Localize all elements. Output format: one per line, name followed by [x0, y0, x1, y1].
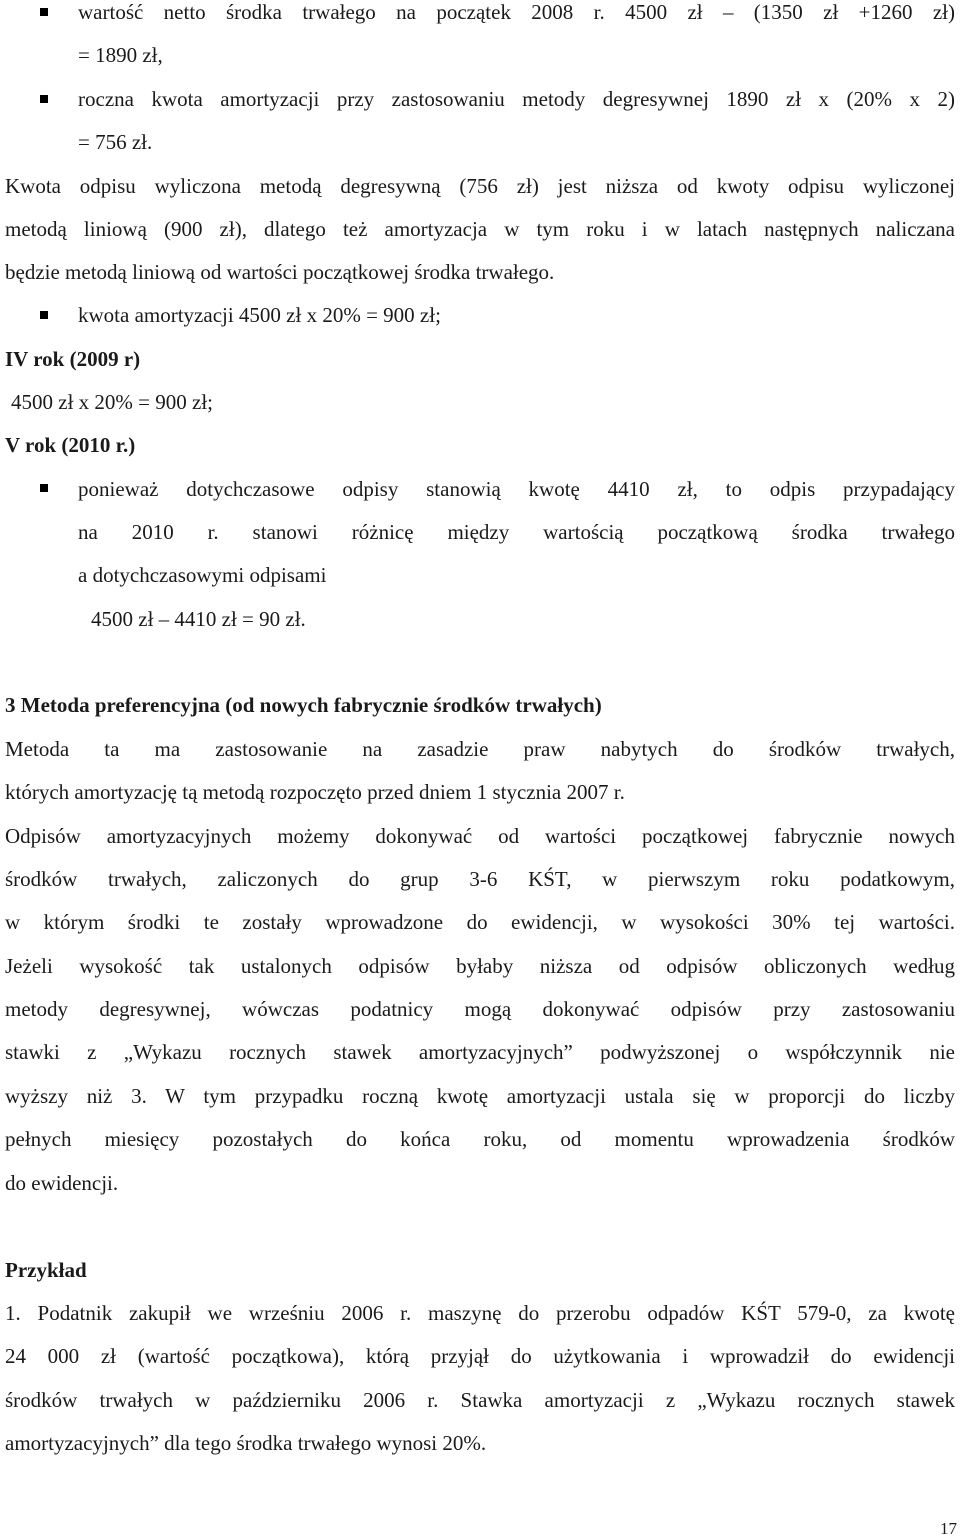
text-line: metody degresywnej, wówczas podatnicy mogą dokonywać odpisów przy zastosowaniu	[5, 997, 955, 1021]
text-line: 4500 zł x 20% = 900 zł;	[11, 390, 213, 414]
text-line: do ewidencji.	[5, 1171, 119, 1195]
bullet-marker	[40, 484, 48, 492]
bullet-marker	[40, 8, 48, 16]
text-line: pełnych miesięcy pozostałych do końca roku, od momentu wprowadzenia środków	[5, 1127, 955, 1151]
text-line: amortyzacyjnych” dla tego środka trwałego wynosi 20%.	[5, 1431, 487, 1455]
text-line: których amortyzację tą metodą rozpoczęto przed dniem 1 stycznia 2007 r.	[5, 780, 625, 804]
text-line: Metoda ta ma zastosowanie na zasadzie praw nabytych do środków trwałych,	[5, 737, 955, 761]
text-line: roczna kwota amortyzacji przy zastosowaniu metody degresywnej 1890 zł x (20% x 2)	[78, 87, 955, 111]
section-heading: V rok (2010 r.)	[5, 433, 136, 457]
text-line: a dotychczasowymi odpisami	[78, 563, 327, 587]
text-line: Jeżeli wysokość tak ustalonych odpisów byłaby niższa od odpisów obliczonych według	[5, 954, 955, 978]
text-line: Odpisów amortyzacyjnych możemy dokonywać od wartości początkowej fabrycznie nowych	[5, 824, 955, 848]
text-line: 1. Podatnik zakupił we wrześniu 2006 r. maszynę do przerobu odpadów KŚT 579-0, za kwotę	[5, 1301, 955, 1325]
bullet-marker	[40, 95, 48, 103]
text-line: na 2010 r. stanowi różnicę między wartością początkową środka trwałego	[78, 520, 955, 544]
section-heading: Przykład	[5, 1258, 87, 1282]
text-line: Kwota odpisu wyliczona metodą degresywną (756 zł) jest niższa od kwoty odpisu wyliczonej	[5, 174, 955, 198]
text-line: 24 000 zł (wartość początkowa), którą przyjął do użytkowania i wprowadził do ewidencji	[5, 1344, 955, 1368]
text-line: środków trwałych w październiku 2006 r. Stawka amortyzacji z „Wykazu rocznych stawek	[5, 1388, 955, 1412]
page-number: 17	[940, 1519, 957, 1538]
text-line: stawki z „Wykazu rocznych stawek amortyzacyjnych” podwyższonej o współczynnik nie	[5, 1040, 955, 1064]
text-line: wyższy niż 3. W tym przypadku roczną kwotę amortyzacji ustala się w proporcji do liczby	[5, 1084, 955, 1108]
text-line: kwota amortyzacji 4500 zł x 20% = 900 zł;	[78, 303, 441, 327]
text-line: 4500 zł – 4410 zł = 90 zł.	[91, 607, 306, 631]
section-heading: IV rok (2009 r)	[5, 347, 141, 371]
text-line: środków trwałych, zaliczonych do grup 3-6 KŚT, w pierwszym roku podatkowym,	[5, 867, 955, 891]
text-line: = 756 zł.	[78, 130, 153, 154]
text-line: wartość netto środka trwałego na początek 2008 r. 4500 zł – (1350 zł +1260 zł)	[78, 0, 955, 24]
section-heading: 3 Metoda preferencyjna (od nowych fabrycznie środków trwałych)	[5, 693, 602, 717]
text-line: będzie metodą liniową od wartości początkowej środka trwałego.	[5, 260, 555, 284]
text-line: = 1890 zł,	[78, 43, 163, 67]
bullet-marker	[40, 311, 48, 319]
text-line: w którym środki te zostały wprowadzone do ewidencji, w wysokości 30% tej wartości.	[5, 910, 955, 934]
text-line: metodą liniową (900 zł), dlatego też amortyzacja w tym roku i w latach następnych naliczana	[5, 217, 955, 241]
text-line: ponieważ dotychczasowe odpisy stanowią kwotę 4410 zł, to odpis przypadający	[78, 477, 955, 501]
